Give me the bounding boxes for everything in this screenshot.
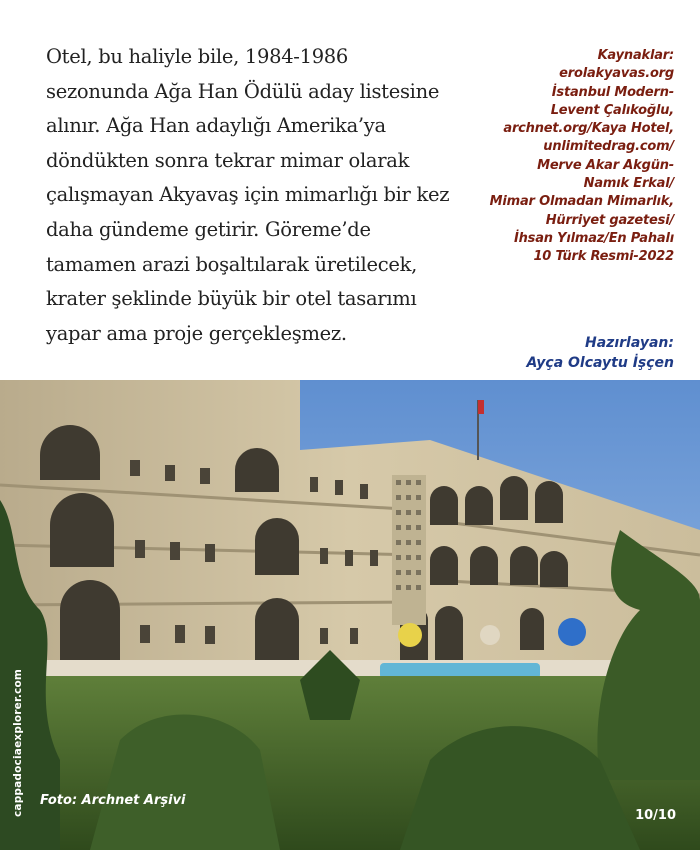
author-block — [434, 333, 674, 373]
author-label: Hazırlayan: — [585, 335, 674, 351]
article-line: alınır. Ağa Han adaylığı Amerika’ya — [46, 114, 386, 138]
source-line: İstanbul Modern- — [551, 84, 674, 100]
hotel-photo — [0, 380, 700, 850]
article-line: daha gündeme getirir. Göreme’de — [46, 217, 371, 241]
page-number: 10/10 — [635, 808, 676, 823]
source-line: erolakyavas.org — [559, 66, 674, 82]
sources-block — [434, 47, 674, 267]
photo-credit: Foto: Archnet Arşivi — [40, 793, 186, 808]
article-line: krater şeklinde büyük bir otel tasarımı — [46, 287, 417, 311]
photo-watermark: cappadociaexplorer.com — [12, 668, 24, 817]
source-line: unlimitedrag.com/ — [543, 139, 674, 155]
source-line: İhsan Yılmaz/En Pahalı — [513, 230, 674, 246]
article-line: döndükten sonra tekrar mimar olarak — [46, 148, 410, 172]
article-line: tamamen arazi boşaltılarak üretilecek, — [46, 252, 417, 276]
source-line: Merve Akar Akgün- — [537, 157, 674, 173]
source-line: Levent Çalıkoğlu, — [550, 102, 674, 118]
source-line: Mimar Olmadan Mimarlık, — [489, 194, 674, 210]
article-line: yapar ama proje gerçekleşmez. — [46, 321, 347, 345]
source-line: Hürriyet gazetesi/ — [545, 212, 674, 228]
author-name: Ayça Olcaytu İşçen — [526, 355, 674, 371]
article-body — [46, 40, 466, 351]
article-line: çalışmayan Akyavaş için mimarlığı bir kez — [46, 183, 450, 207]
source-line: 10 Türk Resmi-2022 — [533, 249, 674, 265]
sources-heading: Kaynaklar: — [597, 48, 674, 63]
article-line: Otel, bu haliyle bile, 1984-1986 — [46, 45, 349, 68]
source-line: archnet.org/Kaya Hotel, — [503, 121, 674, 137]
article-line: sezonunda Ağa Han Ödülü aday listesine — [46, 79, 440, 103]
source-line: Namık Erkal/ — [583, 176, 674, 192]
